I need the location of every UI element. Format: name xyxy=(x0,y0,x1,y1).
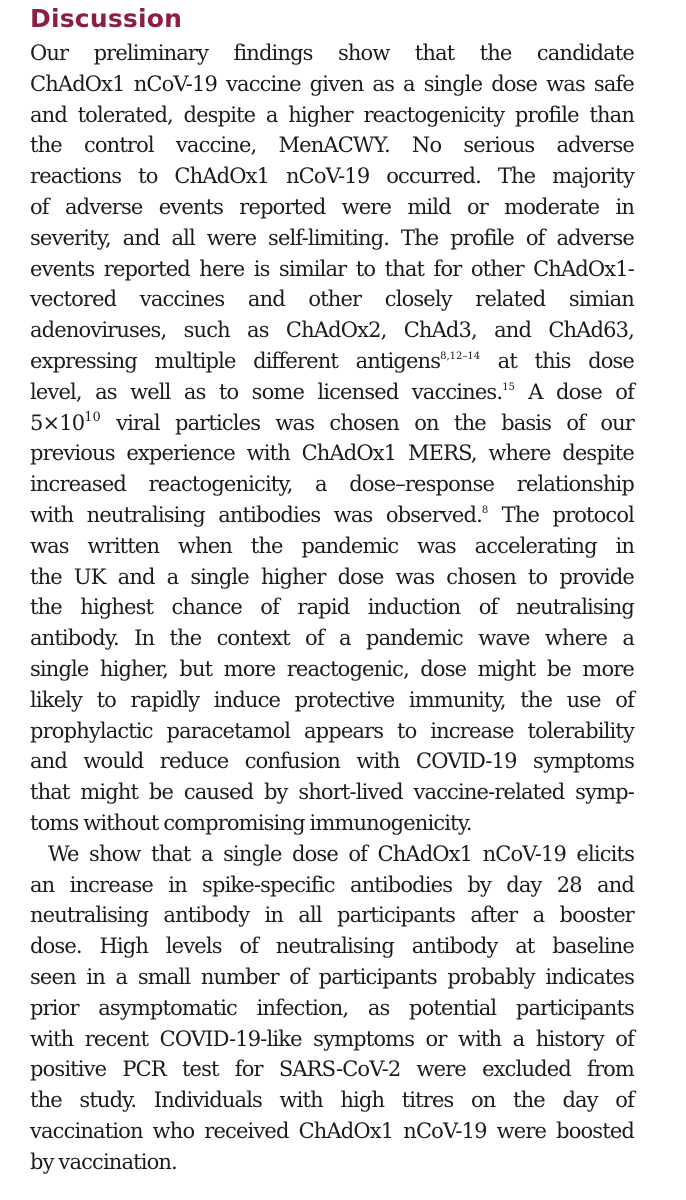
text-line: with recent COVID-19-like symptoms or with a history of xyxy=(30,1026,634,1051)
text-line: previous experience with ChAdOx1 MERS, where despite xyxy=(30,441,634,466)
text-line: by vaccination. xyxy=(30,1149,177,1174)
text-line: prior asymptomatic infection, as potential participants xyxy=(30,995,634,1020)
text-line: that might be caused by short-lived vaccine-related symp- xyxy=(30,780,634,805)
text-line: the highest chance of rapid induction of neutralising xyxy=(30,595,634,620)
text-line: Our preliminary findings show that the candidate xyxy=(30,41,634,65)
text-line: the control vaccine, MenACWY. No serious adverse xyxy=(30,133,634,158)
text-line: events reported here is similar to that for other ChAdOx1- xyxy=(30,256,634,281)
text-line: toms without compromising immunogenicity. xyxy=(30,810,472,835)
text-line: and would reduce confusion with COVID-19 symptoms xyxy=(30,749,634,774)
text-segment: expressing multiple different antigens xyxy=(30,348,441,373)
text-line xyxy=(30,500,634,531)
paragraph-1 xyxy=(30,38,634,839)
text-line: vaccination who received ChAdOx1 nCoV-19 were boosted xyxy=(30,1118,634,1143)
citation-ref[interactable]: 15 xyxy=(502,381,515,393)
text-line: an increase in spike-specific antibodies by day 28 and xyxy=(30,872,634,897)
text-line: likely to rapidly induce protective immunity, the use of xyxy=(30,687,634,712)
text-line: positive PCR test for SARS-CoV-2 were excluded from xyxy=(30,1057,634,1082)
text-line: antibody. In the context of a pandemic wave where a xyxy=(30,626,634,651)
text-segment: 5×10 xyxy=(30,410,85,435)
text-segment: A dose of xyxy=(514,379,635,404)
text-line: adenoviruses, such as ChAdOx2, ChAd3, and ChAd63, xyxy=(30,318,634,343)
text-segment: with neutralising antibodies was observed. xyxy=(30,502,482,527)
text-line: neutralising antibody in all participants after a booster xyxy=(30,903,634,928)
text-segment: at this dose xyxy=(480,348,634,373)
text-line: reactions to ChAdOx1 nCoV-19 occurred. The majority xyxy=(30,164,634,189)
text-line xyxy=(30,346,634,377)
text-line: prophylactic paracetamol appears to increase tolerability xyxy=(30,718,634,743)
text-line: dose. High levels of neutralising antibody at baseline xyxy=(30,934,634,959)
text-line xyxy=(30,408,634,439)
text-line: was written when the pandemic was accelerating in xyxy=(30,533,634,558)
text-line: the UK and a single higher dose was chosen to provide xyxy=(30,564,634,589)
text-line: severity, and all were self-limiting. The profile of adverse xyxy=(30,225,634,250)
text-line: We show that a single dose of ChAdOx1 nCoV-19 elicits xyxy=(48,841,634,866)
exponent: 10 xyxy=(84,409,101,425)
text-line: ChAdOx1 nCoV-19 vaccine given as a single dose was safe xyxy=(30,71,634,96)
text-segment: viral particles was chosen on the basis of our xyxy=(100,410,634,435)
text-line: of adverse events reported were mild or moderate in xyxy=(30,194,634,219)
text-segment: level, as well as to some licensed vaccines. xyxy=(30,379,503,404)
citation-ref[interactable]: 8 xyxy=(481,504,489,516)
section-heading: Discussion xyxy=(30,4,183,33)
text-line: increased reactogenicity, a dose–response relationship xyxy=(30,472,634,497)
text-line xyxy=(30,377,634,408)
text-line: and tolerated, despite a higher reactogenicity profile than xyxy=(30,102,634,127)
text-line: vectored vaccines and other closely related simian xyxy=(30,287,634,312)
text-segment: The protocol xyxy=(488,502,634,527)
article-body xyxy=(30,0,634,1177)
paragraph-2 xyxy=(30,839,634,1178)
text-line: the study. Individuals with high titres on the day of xyxy=(30,1088,634,1113)
text-line: seen in a small number of participants probably indicates xyxy=(30,964,634,989)
citation-ref[interactable]: 8,12–14 xyxy=(440,350,481,362)
text-line: single higher, but more reactogenic, dose might be more xyxy=(30,656,634,681)
